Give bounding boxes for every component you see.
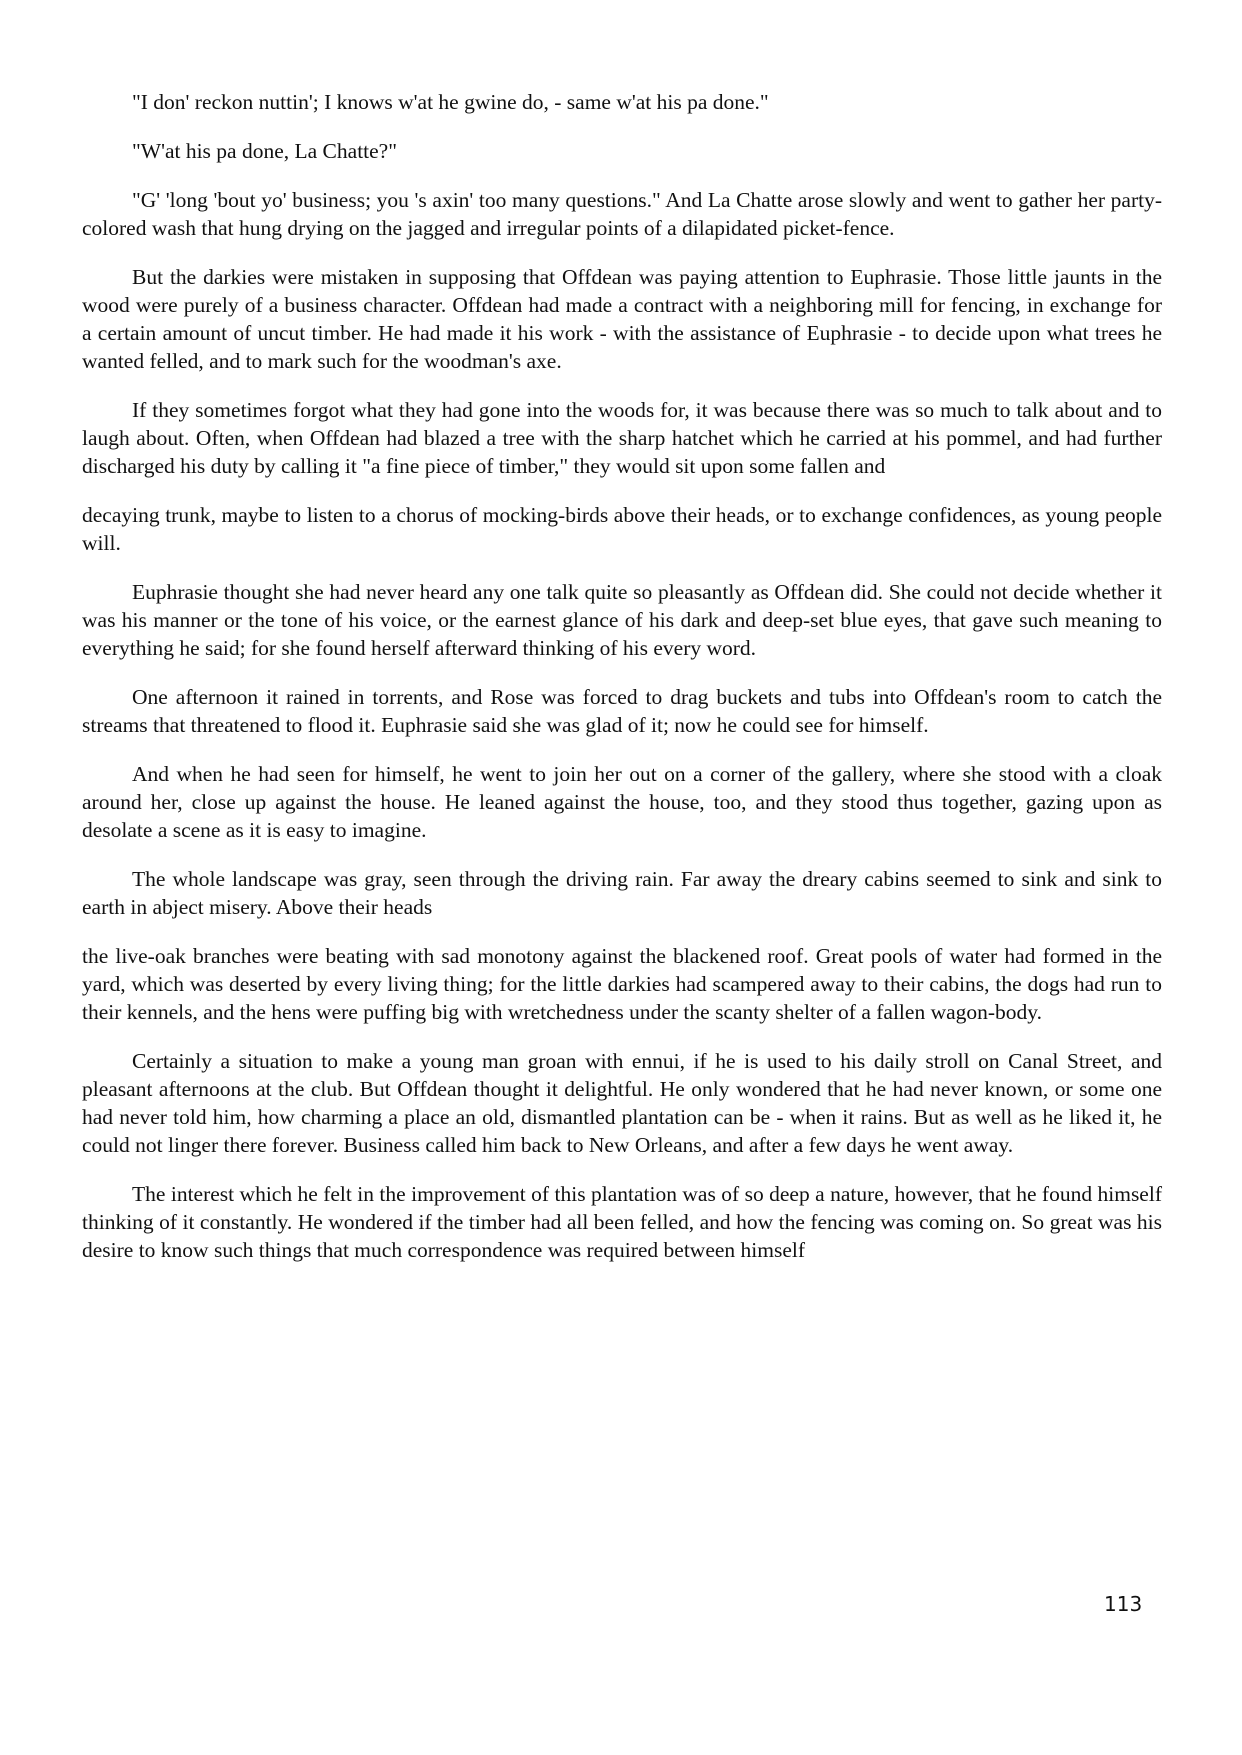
paragraph: "W'at his pa done, La Chatte?" [132, 139, 398, 163]
paragraph: decaying trunk, maybe to listen to a chorus of mocking-birds above their heads, or to exchange confidences, as young people will. [82, 503, 1162, 555]
page-number: 113 [1104, 1592, 1143, 1616]
paragraph: Certainly a situation to make a young man groan with ennui, if he is used to his daily stroll on Canal Street, and pleasant afternoons at the club. But Offdean thought it delightful. He only wondered that he had never known, or some one had never told him, how charming a place an old, dismantled plantation can be - when it rains. But as well as he liked it, he could not linger there forever. Business called him back to New Orleans, and after a few days he went away. [82, 1049, 1162, 1157]
paragraph: But the darkies were mistaken in supposing that Offdean was paying attention to Euphrasie. Those little jaunts in the wood were purely of a business character. Offdean had made a contract with a neighboring mill for fencing, in exchange for a certain amount of uncut timber. He had made it his work - with the assistance of Euphrasie - to decide upon what trees he wanted felled, and to mark such for the woodman's axe. [82, 265, 1162, 373]
paragraph: One afternoon it rained in torrents, and Rose was forced to drag buckets and tubs into Offdean's room to catch the streams that threatened to flood it. Euphrasie said she was glad of it; now he could see for himself. [82, 685, 1162, 737]
page-body [82, 88, 1162, 1285]
paragraph: Euphrasie thought she had never heard any one talk quite so pleasantly as Offdean did. She could not decide whether it was his manner or the tone of his voice, or the earnest glance of his dark and deep-set blue eyes, that gave such meaning to everything he said; for she found herself afterward thinking of his every word. [82, 580, 1162, 660]
paragraph: "I don' reckon nuttin'; I knows w'at he gwine do, - same w'at his pa done." [132, 90, 769, 114]
paragraph: the live-oak branches were beating with sad monotony against the blackened roof. Great pools of water had formed in the yard, which was deserted by every living thing; for the little darkies had scampered away to their cabins, the dogs had run to their kennels, and the hens were puffing big with wretchedness under the scanty shelter of a fallen wagon-body. [82, 944, 1162, 1024]
paragraph: The whole landscape was gray, seen through the driving rain. Far away the dreary cabins seemed to sink and sink to earth in abject misery. Above their heads [82, 867, 1162, 919]
paragraph: "G' 'long 'bout yo' business; you 's axin' too many questions." And La Chatte arose slowly and went to gather her party-colored wash that hung drying on the jagged and irregular points of a dilapidated picket-fence. [82, 188, 1162, 240]
paragraph: The interest which he felt in the improvement of this plantation was of so deep a nature, however, that he found himself thinking of it constantly. He wondered if the timber had all been felled, and how the fencing was coming on. So great was his desire to know such things that much correspondence was required between himself [82, 1182, 1162, 1262]
paragraph: And when he had seen for himself, he went to join her out on a corner of the gallery, where she stood with a cloak around her, close up against the house. He leaned against the house, too, and they stood thus together, gazing upon as desolate a scene as it is easy to imagine. [82, 762, 1162, 842]
paragraph: If they sometimes forgot what they had gone into the woods for, it was because there was so much to talk about and to laugh about. Often, when Offdean had blazed a tree with the sharp hatchet which he carried at his pommel, and had further discharged his duty by calling it "a fine piece of timber," they would sit upon some fallen and [82, 398, 1162, 478]
